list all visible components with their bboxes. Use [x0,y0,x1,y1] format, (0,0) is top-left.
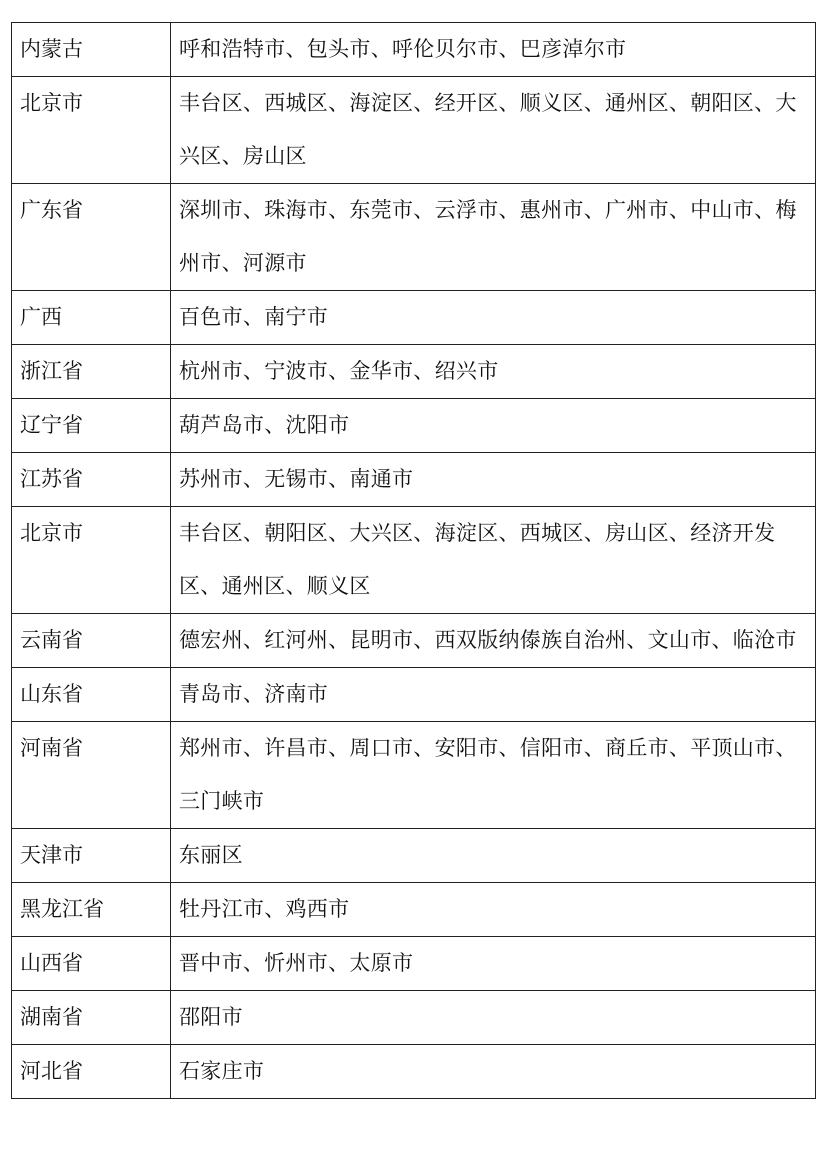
cities-cell: 丰台区、西城区、海淀区、经开区、顺义区、通州区、朝阳区、大兴区、房山区 [171,77,816,184]
table-row [12,453,816,507]
province-cell: 北京市 [12,507,171,614]
cities-cell: 青岛市、济南市 [171,668,816,722]
table-row [12,668,816,722]
table-row [12,937,816,991]
table-row [12,399,816,453]
province-cell: 黑龙江省 [12,883,171,937]
cities-cell: 呼和浩特市、包头市、呼伦贝尔市、巴彦淖尔市 [171,23,816,77]
table-row [12,507,816,614]
cities-cell: 丰台区、朝阳区、大兴区、海淀区、西城区、房山区、经济开发区、通州区、顺义区 [171,507,816,614]
province-cell: 河北省 [12,1045,171,1099]
region-table [11,22,816,1099]
cities-cell: 深圳市、珠海市、东莞市、云浮市、惠州市、广州市、中山市、梅州市、河源市 [171,184,816,291]
table-row [12,722,816,829]
cities-cell: 德宏州、红河州、昆明市、西双版纳傣族自治州、文山市、临沧市 [171,614,816,668]
cities-cell: 杭州市、宁波市、金华市、绍兴市 [171,345,816,399]
table-row [12,829,816,883]
table-row [12,291,816,345]
cities-cell: 石家庄市 [171,1045,816,1099]
cities-cell: 晋中市、忻州市、太原市 [171,937,816,991]
cities-cell: 东丽区 [171,829,816,883]
province-cell: 湖南省 [12,991,171,1045]
table-row [12,614,816,668]
province-cell: 北京市 [12,77,171,184]
province-cell: 广东省 [12,184,171,291]
cities-cell: 郑州市、许昌市、周口市、安阳市、信阳市、商丘市、平顶山市、三门峡市 [171,722,816,829]
province-cell: 辽宁省 [12,399,171,453]
province-cell: 江苏省 [12,453,171,507]
cities-cell: 百色市、南宁市 [171,291,816,345]
table-row [12,345,816,399]
province-cell: 山西省 [12,937,171,991]
region-table-body [12,23,816,1099]
table-row [12,23,816,77]
province-cell: 山东省 [12,668,171,722]
province-cell: 广西 [12,291,171,345]
cities-cell: 葫芦岛市、沈阳市 [171,399,816,453]
table-row [12,1045,816,1099]
table-row [12,991,816,1045]
table-row [12,184,816,291]
province-cell: 天津市 [12,829,171,883]
cities-cell: 苏州市、无锡市、南通市 [171,453,816,507]
province-cell: 浙江省 [12,345,171,399]
cities-cell: 邵阳市 [171,991,816,1045]
province-cell: 河南省 [12,722,171,829]
province-cell: 内蒙古 [12,23,171,77]
cities-cell: 牡丹江市、鸡西市 [171,883,816,937]
table-row [12,883,816,937]
table-row [12,77,816,184]
province-cell: 云南省 [12,614,171,668]
